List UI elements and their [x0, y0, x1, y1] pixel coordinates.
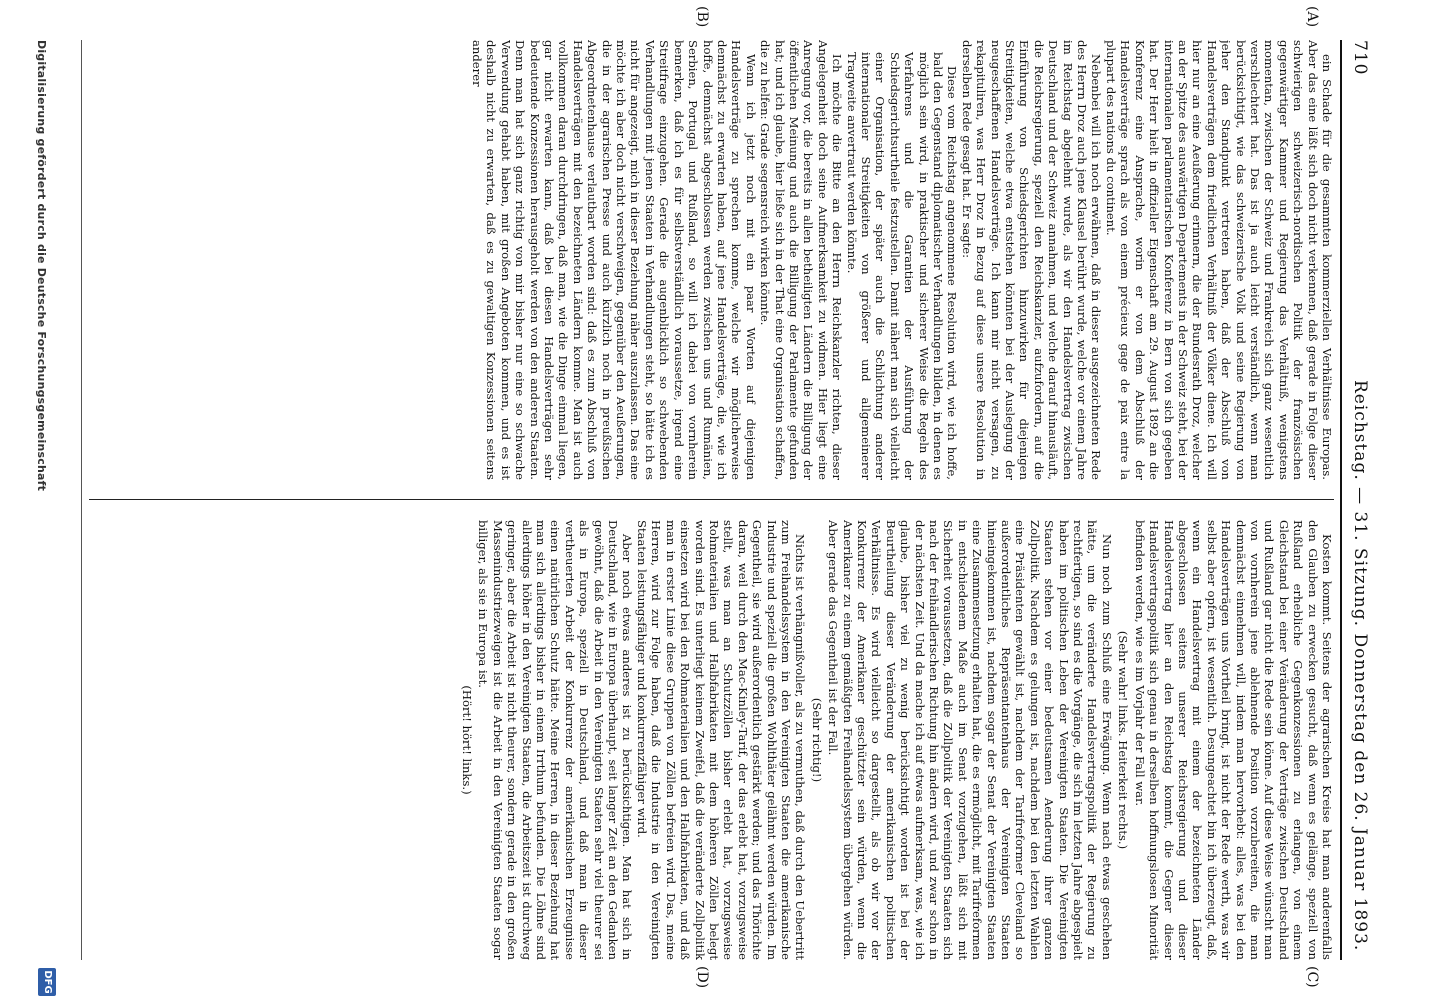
footer-rule: [81, 40, 82, 960]
margin-letter-a: (A): [1304, 6, 1320, 28]
paragraph: Nun noch zum Schluß eine Erwägung. Wenn nach etwas geschehen hätte, um die veränderte Handelsvertragspolitik der Regierung zu rechtfertigen, so sind es die Vorgänge, die sich im letzten Jahre abgespielt haben im politischen Leben der Vereinigten Staaten. Die Vereinigten Staaten stehen vor einer bedeutsamen Aenderung ihrer ganzen Zollpolitik. Nachdem es gelungen ist, nachdem bei den letzten Wahlen eine Präsidenten gewählt ist, nachdem der Tarifreformer Cleveland so außerordentliches Repräsentantenhaus der Vereinigten Staaten hineingekommen ist, nachdem sogar der Senat der Vereinigten Staaten eine Zusammensetzung erhalten hat, die es ermöglicht, mit Tarifreformen in entschiedenem Maße auch im Senat vorzugehen, läßt sich mit Sicherheit voraussetzen, daß die Zollpolitik der Vereinigten Staaten sich nach der freihändlerischen Richtung hin ändern wird, und zwar schon in der nächsten Zeit. Und da mache ich auf etwas aufmerksam, was, wie ich glaube, bisher viel zu wenig berücksichtigt worden ist bei der Beurtheilung dieser Veränderung der amerikanischen politischen Verhältnisse. Es wird vielleicht so dargestellt, als ob wir vor der Konkurrenz der Amerikaner geschützter sein würden, wenn die Amerikaner zu einem gemäßigten Freihandelssystem übergehen würden. Aber gerade das Gegentheil ist der Fall.: [826, 520, 1114, 960]
margin-letter-b: (B): [694, 6, 710, 28]
interjection: (Sehr richtig!): [809, 697, 824, 783]
interjection: (Sehr wahr! links. Heiterkeit rechts.): [1116, 630, 1131, 850]
dfg-logo: DFG: [38, 968, 56, 996]
left-text-column: [89, 40, 1334, 480]
interjection: (Hört! hört! links.): [460, 685, 475, 795]
paragraph: ein Schade für die gesammten kommerziellen Verhältnisse Europas. Aber das eine läßt sich doch nicht verkennen, daß gerade in Folge dieser schwierigen schweizerisch-nordischen Politik der französischen gegenwärtiger Kammer und Regierung das Verhältniß, wenigstens momentan, zwischen der Schweiz und Frankreich sich ganz wesentlich verschlechtert hat. Das ist ja auch leicht verständlich, wenn man berücksichtigt, wie das schweizerische Volk und seine Regierung von jeher den Standpunkt vertreten haben, daß der Abschluß von Handelsverträgen dem friedlichen Verhältniß der Völker diene. Ich will hier nur an eine Aeußerung erinnern, die der Bundesrath Droz, welcher an der Spitze des auswärtigen Departements in der Schweiz steht, bei der internationalen parlamentarischen Konferenz in Bern von sich gegeben hat. Der Herr hielt in offizieller Eigenschaft am 29. August 1892 an die Konferenz eine Ansprache, worin er von dem Abschluß der Handelsverträge sprach als von einem précieux gage de paix entre la plupart des nations du continent.: [1103, 40, 1334, 480]
paragraph: Aber noch etwas anderes ist zu berücksichtigen. Man hat sich in Deutschland, wie in Europa überhaupt, seit langer Zeit an den Gedanken gewöhnt, daß die Arbeit in den Vereinigten Staaten sehr viel theurer sei als in Europa, speziell in Deutschland, und daß man in dieser vertheuerten Arbeit der Konkurrenz der amerikanischen Erzeugnisse einen natürlichen Schutz hätte. Meine Herren, in dieser Beziehung hat man sich allerdings bisher in einem Irrthum befunden. Die Löhne sind allerdings höher in den Vereinigten Staaten, die Arbeitszeit ist durchweg geringer, aber die Arbeit ist nicht theurer, sondern gerade in den großen Massenindustriezweigen ist die Arbeit in den Vereinigten Staaten sogar billiger, als sie in Europa ist.: [476, 520, 635, 960]
paragraph: Kosten kommt. Seitens der agrarischen Kreise hat man anderenfalls den Glauben zu erwecken gesucht, daß wenn es gelänge, speziell von Rußland erhebliche Gegenkonzessionen zu erlangen, von einem Gleichstand bei einer Veränderung der Verträge zwischen Deutschland und Rußland gar nicht die Rede sein könne. Auf diese Weise wünscht man von vornherein jene ablehnende Position vorzubereiten, die man demnächst einnehmen will, indem man hervorhebt: alles, was bei den Handelsverträgen uns Vortheil bringt, ist nicht der Rede werth, was wir selbst aber opfern, ist wesentlich. Desungeachtet bin ich überzeugt, daß, wenn ein Handelsvertrag mit einem der bezeichneten Länder abgeschlossen seitens unserer Reichsregierung und dieser Handelsvertrag hier an den Reichstag kommt, die Gegner dieser Handelsvertragspolitik sich genau in derselben hoffnungslosen Minorität befinden werden, wie es im Vorjahr der Fall war.: [1132, 520, 1334, 960]
margin-letter-c: (C): [1304, 966, 1320, 988]
margin-letter-d: (D): [694, 966, 710, 989]
page-number: 710: [1350, 40, 1370, 76]
header-rule: [1340, 40, 1342, 960]
running-header: [1346, 40, 1370, 960]
running-title: Reichstag. — 31. Sitzung. Donnerstag den 26. Januar 1893.: [1350, 380, 1370, 952]
paragraph: Diese vom Reichstag angenommene Resolution wird, wie ich hoffe, bald den Gegenstand diplomatischer Verhandlungen bilden, in denen es möglich sein wird, in praktischer und sicherer Weise die Regeln des Verfahrens und die Garantien der Ausführung der Schiedsgerichtsurtheile festzustellen. Damit nähert man sich vielleicht einer Organisation, der später auch die Schlichtung anderer internationaler Streitigkeiten von größerer und allgemeinerer Tragweite anvertraut werden könnte.: [844, 52, 960, 480]
paragraph: Nebenbei will ich noch erwähnen, daß in dieser ausgezeichneten Rede des Herrn Droz auch jene Klausel berührt wurde, welche vor einem Jahre im Reichstag abgelehnt wurde, als wir den Handelsvertrag zwischen Deutschland und der Schweiz annahmen, und welche darauf hinausläuft, die Reichsregierung, speziell den Reichskanzler, aufzufordern, auf die Einführung von Schiedsgerichten hinzuwirken für diejenigen Streitigkeiten, welche etwa entstehen könnten bei der Auslegung der neugeschaffenen Handelsverträge. Ich kann mir nicht versagen, zu rekapituliren, was Herr Droz in Bezug auf diese unsere Resolution in derselben Rede gesagt hat. Er sagte:: [959, 40, 1104, 480]
right-text-column: [89, 520, 1334, 960]
digitization-credit: Digitalisierung gefördert durch die Deutsche Forschungsgemeinschaft: [35, 40, 48, 492]
paragraph: Ich möchte die Bitte an den Herrn Reichskanzler richten, dieser Angelegenheit doch seine Aufmerksamkeit zu widmen. Hier liegt eine Anregung vor, die bereits in allen betheiligten Ländern die Billigung der öffentlichen Meinung und auch die Billigung der Parlamente gefunden hat; und ich glaube, hier ließe sich in der That eine Organisation schaffen, die zu helfen: Grade segensreich wirken könnte.: [758, 40, 845, 480]
paragraph: Wenn ich jetzt noch mit ein paar Worten auf diejenigen Handelsverträge zu sprechen komme, welche wir möglicherweise demnächst zu erwarten haben, auf jene Handelsverträge, die, wie ich hoffe, demnächst abgeschlossen werden zwischen uns und Rumänien, Serbien, Portugal und Rußland, so will ich dabei von vornherein bemerken, daß ich es für selbstverständlich voraussetze, irgend eine Streitfrage einzugehen. Gerade die augenblicklich so schwebenden Verhandlungen mit jenen Staaten in Verhandlungen steht, so hätte ich es nicht für angezeigt, mich in dieser Beziehung näher auszulassen. Das eine möchte ich aber doch nicht verschweigen, gegenüber den Aeußerungen, die in der agrarischen Presse und auch kürzlich noch in preußischen Abgeordnetenhause verlautbart worden sind: daß es zum Abschluß von Handelsverträgen mit den bezeichneten Ländern komme. Man ist auch vollkommen daran durchdringen, daß man, wie die Dinge einmal liegen, gar nicht erwarten kann, daß bei diesen Handelsverträgen sehr bedeutende Konzessionen herausgeholt werden von den anderen Staaten. Denn man hat sich ganz richtig von mir bisher nur eine so schwache Verwendung gehabt haben, mit großen Angeboten kommen, und es ist deshalb nicht zu erwarten, daß es zu gewaltigen Konzessionen seitens anderer: [470, 40, 758, 480]
column-divider: [89, 499, 1334, 500]
paragraph: Nichts ist verhängnißvoller, als zu vermuthen, daß durch den Uebertritt zum Freihandelssystem in den Vereinigten Staaten die amerikanische Industrie und speziell die großen Wohlthäter gelähmt werden würden. Im Gegentheil, sie wird außerordentlich gestärkt werden; und das Thörichte daran, weil durch den Mac-Kinley-Tarif, der das erlebt hat, vorzugsweise stellt, was man an Schutzzöllen bisher erlebt hat, vorzugsweise Rohmaterialien und Halbfabrikaten mit dem höheren Zöllen belegt worden sind. Es unterliegt keinem Zweifel, daß die veränderte Zollpolitik einsetzen wird bei den Rohmaterialien und den Halbfabrikaten, und daß man in erster Linie diese Gruppen von Zöllen befreien wird. Das, meine Herren, wird zur Folge haben, daß die Industrie in den Vereinigten Staaten leistungsfähiger und konkurrenzfähiger wird.: [634, 520, 808, 960]
